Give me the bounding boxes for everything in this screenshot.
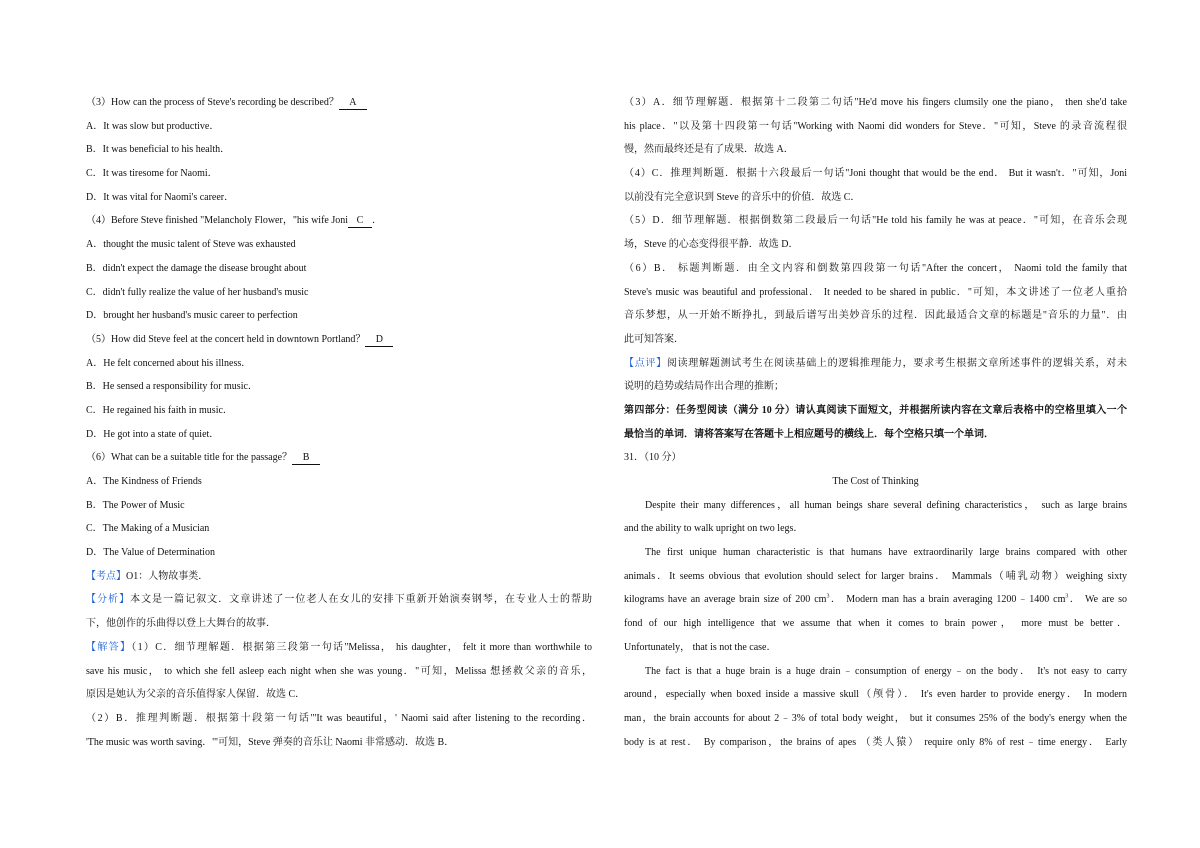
kaodian-section: 【考点】O1：人物故事类． [86,570,209,582]
answer-4-line: 以前没有完全意识到 Steve 的音乐中的价值．故选 C． [624,191,861,203]
answer-6-line: 此可知答案． [624,333,684,345]
option: A．thought the music talent of Steve was exhausted [86,239,296,251]
answer-4-line: （4）C．推理判断题．根据十六段最后一句话"Joni thought that would be the end． But it wasn't．"可知，Joni [624,168,1127,180]
passage-line: kilograms have an average brain size of 200 $cm^3$． Modern man has a brain averaging 1200﹣1400 $cm^3$． We are so [624,594,1127,606]
right-column [624,91,1127,754]
passage-line: man，the brain accounts for about 2﹣3% of total body weight， but it consumes 25% of the body's energy when the [624,712,1127,724]
option: D．The Value of Determination [86,547,215,559]
answer-3-line: his place．"以及第十四段第一句话"Working with Naomi did wonders for Steve．"可知，Steve 的录音流程很 [624,120,1127,132]
passage-line: fond of our high intelligence that we assume that when it comes to brain power， more must be better． [624,618,1127,630]
passage-line: The fact is that a huge brain is a huge drain﹣consumption of energy﹣on the body． It's not easy to carry [645,665,1127,677]
passage-line: Despite their many differences，all human beings share several defining characteristics， such as large brains [645,499,1127,511]
answer-6-line: （6）B． 标题判断题．由全文内容和倒数第四段第一句话"After the concert， Naomi told the family that [624,262,1127,274]
answer-blank: C [348,215,372,228]
answer-2-line: （2）B．推理判断题．根据第十段第一句话"'It was beautiful，' Naomi said after listening to the recording． [86,712,592,724]
answer-6-line: Steve's music was beautiful and professional． It needed to be shared in public．"可知，本文讲述了一位老人重拾 [624,286,1127,298]
answer-5-line: （5）D．细节理解题．根据倒数第二段最后一句话"He told his family he was at peace．"可知，在音乐会现 [624,215,1127,227]
jieda-tag: 【解答】 [86,641,132,653]
question-4: （4）Before Steve finished "Melancholy Flower，"his wife Joni C ． [86,215,383,227]
dianping-tag: 【点评】 [624,357,667,369]
part4-instructions: 第四部分：任务型阅读（满分 10 分）请认真阅读下面短文，并根据所读内容在文章后表格中的空格里填入一个 [624,404,1127,416]
option: D．It was vital for Naomi's career． [86,191,235,203]
passage-line: Unfortunately， that is not the case． [624,641,777,653]
fenxi-section: 【分析】本文是一篇记叙文．文章讲述了一位老人在女儿的安排下重新开始演奏钢琴，在专业人士的帮助 [86,594,592,606]
passage-line: body is at rest． By comparison，the brains of apes （类人猿） require only 8% of rest﹣time energy． Early [624,736,1127,748]
passage-line: animals．It seems obvious that evolution should select for larger brains． Mammals（哺乳动物）weighing sixty [624,570,1127,582]
part4-instructions: 最恰当的单词．请将答案写在答题卡上相应题号的横线上．每个空格只填一个单词． [624,428,994,440]
answer-3-line: 慢，然而最终还是有了成果．故选 A． [624,144,794,156]
left-column [86,91,592,754]
answer-3-line: （3）A．细节理解题．根据第十二段第二句话"He'd move his fingers clumsily one the piano， then she'd take [624,97,1127,108]
question-31: 31．（10 分） [624,452,682,464]
option: A．The Kindness of Friends [86,476,202,487]
passage-line: The first unique human characteristic is that humans have extraordinarily large brains compared with other [645,547,1127,559]
passage-line: and the ability to walk upright on two legs． [624,523,804,535]
jieda-line: save his music， to which she fell asleep each night when she was young．"可知，Melissa 想拯救父亲的音乐， [86,665,592,677]
question-6: （6）What can be a suitable title for the passage？ B [86,446,592,470]
option: D．He got into a state of quiet． [86,428,220,440]
passage-line: around，especially when boxed inside a massive skull（颅骨）． It's even harder to provide energy． In modern [624,689,1127,701]
option: C．The Making of a Musician [86,523,210,535]
dianping-line: 说明的趋势或结局作出合理的推断； [624,381,784,393]
answer-blank: D [365,334,393,347]
option: B．It was beneficial to his health． [86,144,231,156]
fenxi-tag: 【分析】 [86,594,131,606]
dianping-section: 【点评】阅读理解题测试考生在阅读基础上的逻辑推理能力，要求考生根据文章所述事件的逻辑关系，对未 [624,357,1127,369]
option: B．The Power of Music [86,499,185,511]
fenxi-line: 下，他创作的乐曲得以登上大舞台的故事． [86,618,276,630]
option: B．didn't expect the damage the disease brought about [86,262,307,274]
answer-blank: B [292,452,320,465]
jieda-line: 原因是她认为父亲的音乐值得家人保留．故选 C． [86,689,306,701]
question-5: （5）How did Steve feel at the concert held in downtown Portland？ D [86,328,592,352]
jieda-section: 【解答】（1）C．细节理解题．根据第三段第一句话"Melissa， his daughter， felt it more than worthwhile to [86,641,592,653]
kaodian-tag: 【考点】 [86,570,126,582]
answer-5-line: 场，Steve 的心态变得很平静．故选 D． [624,239,799,251]
passage-title: The Cost of Thinking [832,476,919,487]
question-3: （3）How can the process of Steve's recording be described？ A [86,91,592,115]
option: C．It was tiresome for Naomi． [86,168,218,180]
option: B．He sensed a responsibility for music． [86,381,258,393]
answer-6-line: 音乐梦想，从一开始不断挣扎，到最后谱写出美妙音乐的过程．因此最适合文章的标题是"音乐的力量"．由 [624,310,1127,322]
option: D．brought her husband's music career to perfection [86,310,298,322]
answer-blank: A [339,97,367,110]
option: A．It was slow but productive． [86,120,220,132]
option: A．He felt concerned about his illness． [86,357,252,369]
answer-2-line: 'The music was worth saving．'"可知，Steve 弹奏的音乐让 Naomi 非常感动．故选 B． [86,736,455,748]
option: C．didn't fully realize the value of her husband's music [86,286,309,298]
option: C．He regained his faith in music． [86,404,233,416]
